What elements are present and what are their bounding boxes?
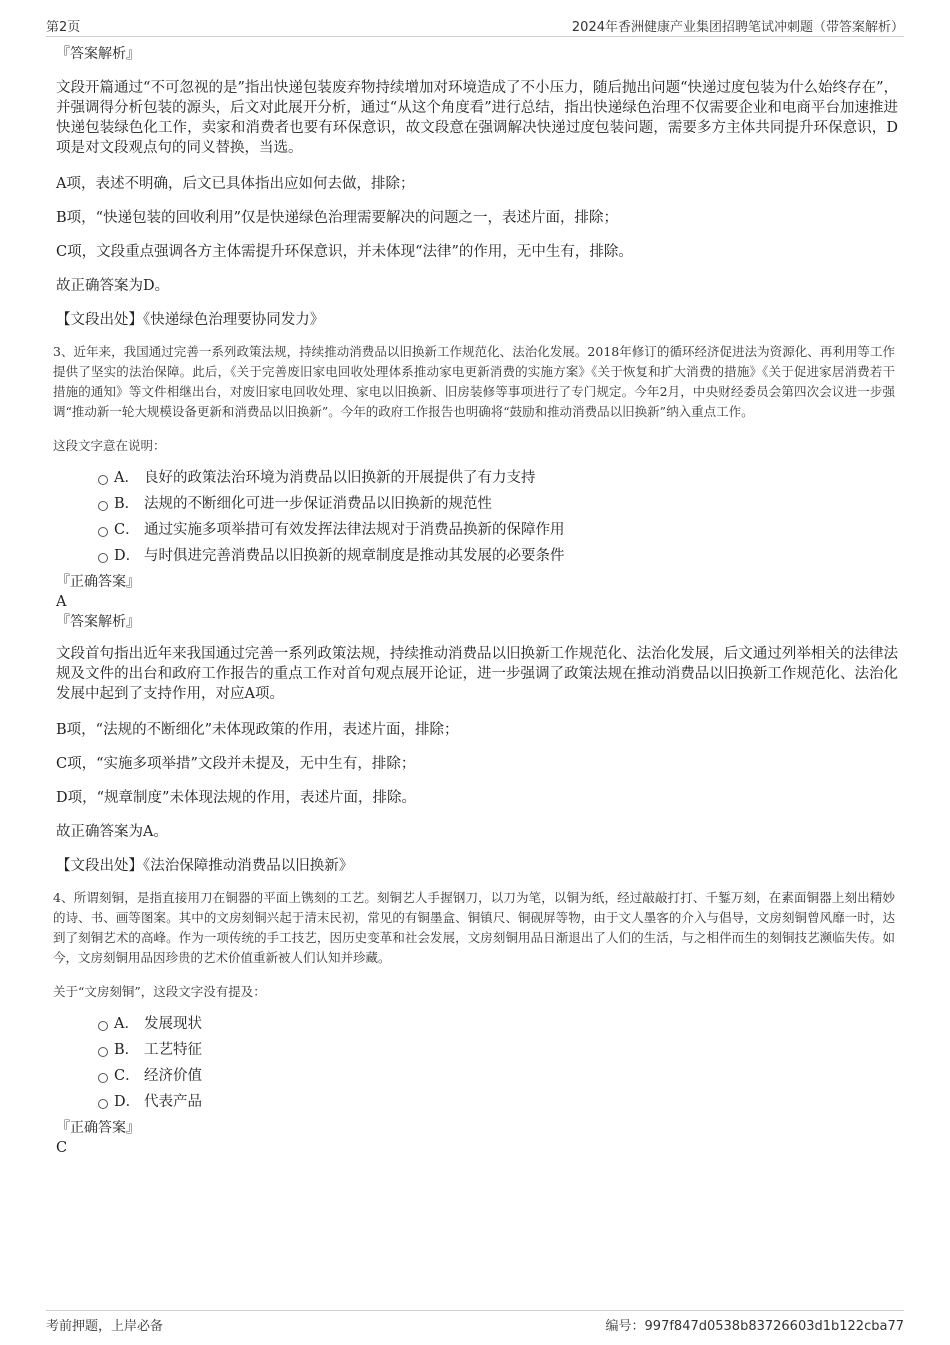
question-3-text: 3、近年来，我国通过完善一系列政策法规，持续推动消费品以旧换新工作规范化、法治化发展。2018年修订的循环经济促进法为资源化、再利用等工作提供了坚实的法治保障。此后，《关于完善废旧家电回收处理体系推动家电更新消费的实施方案》《关于恢复和扩大消费的措施》《关于促进家居消费若干措施的通知》等文件相继出台，对废旧家电回收处理、家电以旧换新、旧房装修等事项进行了专门规定。今年2月，中央财经委员会第四次会议进一步强调“推动新一轮大规模设备更新和消费品以旧换新”。今年的政府工作报告也明确将“鼓励和推动消费品以旧换新”纳入重点工作。 bbox=[53, 344, 895, 419]
question-4-answer-label: 『正确答案』 bbox=[56, 1120, 140, 1136]
footer-slogan: 考前押题，上岸必备 bbox=[46, 1319, 164, 1334]
question-4-option-c[interactable]: C． 经济价值 bbox=[56, 1066, 898, 1092]
question-3-conclusion: 故正确答案为A。 bbox=[56, 824, 168, 840]
question-3-option-c[interactable]: C． 通过实施多项举措可有效发挥法律法规对于消费品换新的保障作用 bbox=[56, 520, 898, 546]
analysis-option-c: C项，文段重点强调各方主体需提升环保意识，并未体现“法律”的作用，无中生有，排除。 bbox=[56, 244, 633, 260]
question-3-options bbox=[56, 468, 898, 572]
analysis-text: 文段开篇通过“不可忽视的是”指出快递包装废弃物持续增加对环境造成了不小压力，随后抛出问题“快递过度包装为什么始终存在”，并强调得分析包装的源头，后文对此展开分析，通过“从这个角度看”进行总结，指出快递绿色治理不仅需要企业和电商平台加速推进快递包装绿色化工作，卖家和消费者也要有环保意识，故文段意在强调解决快递过度包装问题，需要多方主体共同提升环保意识，D项是对文段观点句的同义替换，当选。 bbox=[56, 80, 898, 156]
question-4-option-a[interactable]: A． 发展现状 bbox=[56, 1014, 898, 1040]
question-4-prompt: 关于“文房刻铜”，这段文字没有提及： bbox=[53, 984, 266, 999]
radio-icon[interactable] bbox=[98, 501, 108, 511]
page-footer bbox=[46, 1310, 904, 1334]
question-3-option-a[interactable]: A． 良好的政策法治环境为消费品以旧换新的开展提供了有力支持 bbox=[56, 468, 898, 494]
document-content bbox=[53, 44, 898, 1158]
page-number: 第2页 bbox=[46, 20, 81, 35]
question-3-analysis-c: C项，“实施多项举措”文段并未提及，无中生有，排除； bbox=[56, 756, 416, 772]
radio-icon[interactable] bbox=[98, 1047, 108, 1057]
question-3-option-b[interactable]: B． 法规的不断细化可进一步保证消费品以旧换新的规范性 bbox=[56, 494, 898, 520]
analysis-conclusion: 故正确答案为D。 bbox=[56, 278, 170, 294]
analysis-option-b: B项，“快递包装的回收利用”仅是快递绿色治理需要解决的问题之一，表述片面，排除； bbox=[56, 210, 618, 226]
question-4-answer: C bbox=[56, 1140, 68, 1156]
question-3-analysis-d: D项，“规章制度”未体现法规的作用，表述片面，排除。 bbox=[56, 790, 416, 806]
question-3-source: 【文段出处】《法治保障推动消费品以旧换新》 bbox=[56, 858, 354, 874]
question-4-option-b[interactable]: B． 工艺特征 bbox=[56, 1040, 898, 1066]
radio-icon[interactable] bbox=[98, 1099, 108, 1109]
question-4-option-d[interactable]: D． 代表产品 bbox=[56, 1092, 898, 1118]
document-title: 2024年香洲健康产业集团招聘笔试冲刺题（带答案解析） bbox=[571, 20, 904, 35]
question-3-option-d[interactable]: D． 与时俱进完善消费品以旧换新的规章制度是推动其发展的必要条件 bbox=[56, 546, 898, 572]
question-3-analysis-b: B项，“法规的不断细化”未体现政策的作用，表述片面，排除； bbox=[56, 722, 459, 738]
radio-icon[interactable] bbox=[98, 553, 108, 563]
radio-icon[interactable] bbox=[98, 1073, 108, 1083]
question-4-options bbox=[56, 1014, 898, 1118]
question-3-answer-label: 『正确答案』 bbox=[56, 574, 140, 590]
document-code: 编号：997f847d0538b83726603d1b122cba77 bbox=[605, 1319, 904, 1334]
page-header bbox=[46, 14, 904, 37]
radio-icon[interactable] bbox=[98, 527, 108, 537]
analysis-option-a: A项，表述不明确，后文已具体指出应如何去做，排除； bbox=[56, 176, 415, 192]
passage-source: 【文段出处】《快递绿色治理要协同发力》 bbox=[56, 312, 325, 328]
analysis-label: 『答案解析』 bbox=[56, 46, 140, 62]
question-3-prompt: 这段文字意在说明： bbox=[53, 438, 166, 453]
radio-icon[interactable] bbox=[98, 475, 108, 485]
question-3-analysis: 文段首句指出近年来我国通过完善一系列政策法规，持续推动消费品以旧换新工作规范化、法治化发展，后文通过列举相关的法律法规及文件的出台和政府工作报告的重点工作对首句观点展开论证，进一步强调了政策法规在推动消费品以旧换新工作规范化、法治化发展中起到了支持作用，对应A项。 bbox=[56, 646, 898, 702]
radio-icon[interactable] bbox=[98, 1021, 108, 1031]
question-3-analysis-label: 『答案解析』 bbox=[56, 614, 140, 630]
question-3-answer: A bbox=[56, 594, 67, 610]
question-4-text: 4、所谓刻铜，是指直接用刀在铜器的平面上镌刻的工艺。刻铜艺人手握钢刀，以刀为笔，以铜为纸，经过敲敲打打、千錾万刻，在素面铜器上刻出精妙的诗、书、画等图案。其中的文房刻铜兴起于清末民初，常见的有铜墨盒、铜镇尺、铜砚屏等物，由于文人墨客的介入与倡导，文房刻铜曾风靡一时，达到了刻铜艺术的高峰。作为一项传统的手工技艺，因历史变革和社会发展，文房刻铜用品日渐退出了人们的生活，与之相伴而生的刻铜技艺濒临失传。如今，文房刻铜用品因珍贵的艺术价值重新被人们认知并珍藏。 bbox=[53, 890, 895, 965]
